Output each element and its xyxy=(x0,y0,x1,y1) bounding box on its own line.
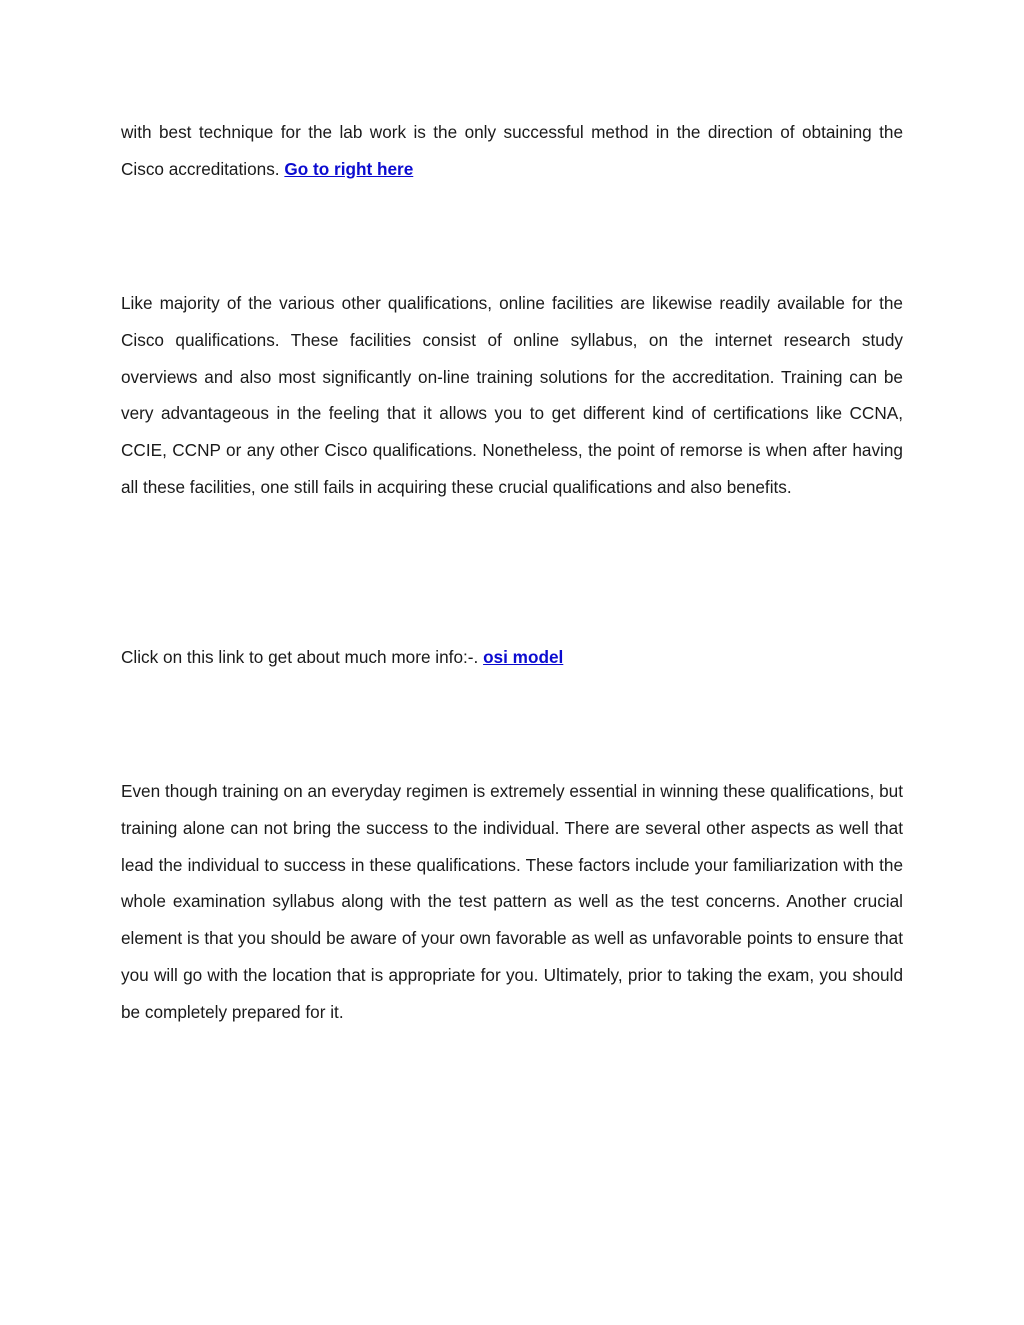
osi-model-link[interactable]: osi model xyxy=(483,647,564,667)
paragraph-training-regimen: Even though training on an everyday regimen is extremely essential in winning these qualifications, but training alone can not bring the success to the individual. There are several other aspects as well that lead the individual to success in these qualifications. These factors include your familiarization with the whole examination syllabus along with the test pattern as well as the test concerns. Another crucial element is that you should be aware of your own favorable as well as unfavorable points to ensure that you will go with the location that is appropriate for you. Ultimately, prior to taking the exam, you should be completely prepared for it. xyxy=(121,781,903,1022)
paragraph-more-info xyxy=(121,639,903,676)
paragraph-more-info-text: Click on this link to get about much more info:-. xyxy=(121,647,484,667)
paragraph-lab-work xyxy=(121,114,903,188)
paragraph-online-facilities: Like majority of the various other qualifications, online facilities are likewise readily available for the Cisco qualifications. These facilities consist of online syllabus, on the internet research study overviews and also most significantly on-line training solutions for the accreditation. Training can be very advantageous in the feeling that it allows you to get different kind of certifications like CCNA, CCIE, CCNP or any other Cisco qualifications. Nonetheless, the point of remorse is when after having all these facilities, one still fails in acquiring these crucial qualifications and also benefits. xyxy=(121,293,903,497)
paragraph-lab-work-text: with best technique for the lab work is the only successful method in the direction of obtaining the Cisco accreditations. xyxy=(121,122,903,179)
go-to-right-here-link[interactable]: Go to right here xyxy=(284,158,414,179)
